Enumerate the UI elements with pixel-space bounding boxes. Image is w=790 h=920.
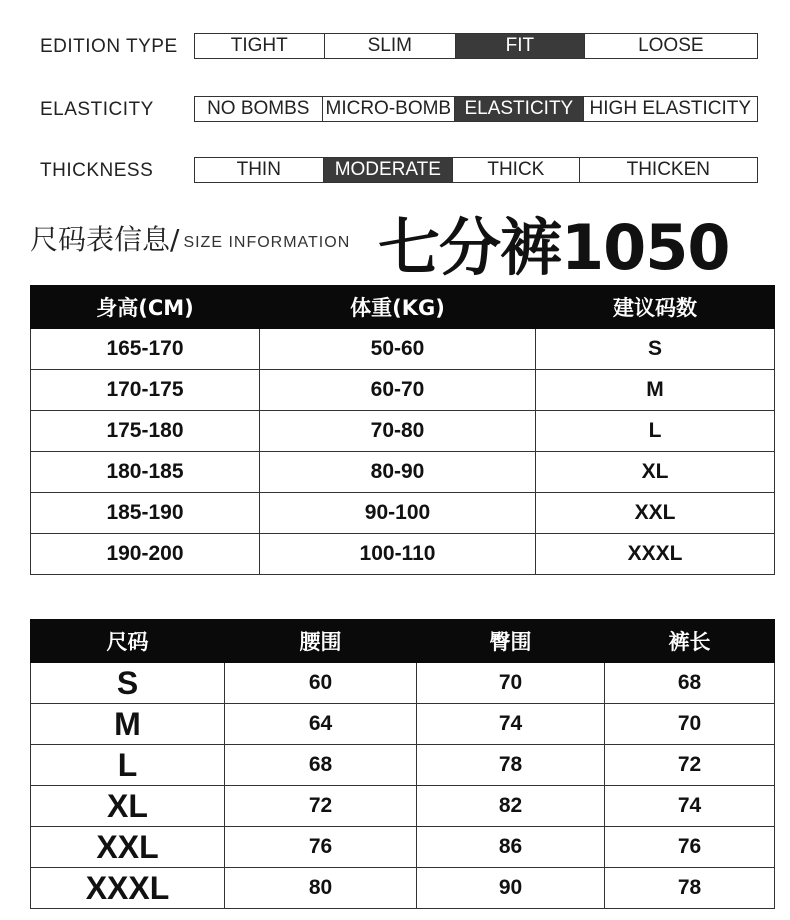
size-info-heading — [30, 214, 350, 258]
hip-cell: 90 — [417, 868, 605, 909]
edition-option-loose: LOOSE — [638, 35, 704, 56]
hip-cell: 70 — [417, 663, 605, 704]
length-cell: 78 — [605, 868, 775, 909]
size-cell: XXXL — [536, 534, 775, 575]
edition-option-fit: FIT — [456, 34, 585, 58]
hip-cell: 74 — [417, 704, 605, 745]
table-row — [31, 329, 775, 370]
length-cell: 74 — [605, 786, 775, 827]
thickness-label: THICKNESS — [40, 160, 154, 181]
size-cell: M — [31, 704, 225, 745]
waist-cell: 80 — [225, 868, 417, 909]
table-row — [31, 411, 775, 452]
thickness-option-thicken: THICKEN — [626, 159, 711, 180]
size-info-title-cn: 尺码表信息/ — [30, 223, 180, 256]
weight-cell: 50-60 — [260, 329, 536, 370]
elasticity-options — [194, 96, 758, 122]
table-row — [31, 370, 775, 411]
size-cell: XXL — [31, 827, 225, 868]
waist-cell: 64 — [225, 704, 417, 745]
size-cell: M — [536, 370, 775, 411]
height-cell: 185-190 — [31, 493, 260, 534]
size-cell: XXL — [536, 493, 775, 534]
waist-cell: 72 — [225, 786, 417, 827]
edition-type-row — [0, 33, 790, 61]
weight-cell: 70-80 — [260, 411, 536, 452]
elasticity-option-no-bombs: NO BOMBS — [195, 97, 323, 121]
height-cell: 165-170 — [31, 329, 260, 370]
size-cell: S — [31, 663, 225, 704]
size-cell: S — [536, 329, 775, 370]
size-cell: L — [536, 411, 775, 452]
waist-cell: 76 — [225, 827, 417, 868]
hip-cell: 82 — [417, 786, 605, 827]
weight-cell: 80-90 — [260, 452, 536, 493]
edition-option-tight: TIGHT — [195, 34, 325, 58]
thickness-option-moderate: MODERATE — [324, 158, 454, 182]
table-row — [31, 786, 775, 827]
height-cell: 170-175 — [31, 370, 260, 411]
product-title: 七分裤1050 — [378, 211, 730, 284]
header-weight: 体重(KG) — [260, 286, 536, 329]
waist-cell: 60 — [225, 663, 417, 704]
hip-cell: 78 — [417, 745, 605, 786]
edition-type-label: EDITION TYPE — [40, 36, 178, 57]
length-cell: 70 — [605, 704, 775, 745]
table-header-row — [31, 286, 775, 329]
elasticity-option-elasticity: ELASTICITY — [455, 97, 584, 121]
header-height: 身高(CM) — [31, 286, 260, 329]
elasticity-label: ELASTICITY — [40, 99, 154, 120]
table-header-row — [31, 620, 775, 663]
size-info-title-en: SIZE INFORMATION — [183, 234, 351, 251]
elasticity-row — [0, 96, 790, 124]
table-row — [31, 493, 775, 534]
weight-cell: 90-100 — [260, 493, 536, 534]
length-cell: 76 — [605, 827, 775, 868]
header-recommended-size: 建议码数 — [536, 286, 775, 329]
table-row — [31, 534, 775, 575]
table-row — [31, 663, 775, 704]
weight-cell: 100-110 — [260, 534, 536, 575]
thickness-option-thin: THIN — [195, 158, 324, 182]
weight-cell: 60-70 — [260, 370, 536, 411]
thickness-row — [0, 157, 790, 185]
table-row — [31, 827, 775, 868]
height-cell: 190-200 — [31, 534, 260, 575]
thickness-options — [194, 157, 758, 183]
header-length: 裤长 — [605, 620, 775, 663]
size-cell: XXXL — [31, 868, 225, 909]
height-cell: 180-185 — [31, 452, 260, 493]
header-size: 尺码 — [31, 620, 225, 663]
size-cell: XL — [536, 452, 775, 493]
table-row — [31, 745, 775, 786]
table-row — [31, 868, 775, 909]
thickness-option-thick: THICK — [453, 158, 580, 182]
edition-option-slim: SLIM — [325, 34, 457, 58]
table-row — [31, 704, 775, 745]
elasticity-option-micro-bomb: MICRO-BOMB — [323, 97, 456, 121]
hip-cell: 86 — [417, 827, 605, 868]
size-recommendation-table — [30, 285, 775, 575]
length-cell: 72 — [605, 745, 775, 786]
waist-cell: 68 — [225, 745, 417, 786]
header-waist: 腰围 — [225, 620, 417, 663]
header-hip: 臀围 — [417, 620, 605, 663]
size-cell: L — [31, 745, 225, 786]
length-cell: 68 — [605, 663, 775, 704]
edition-type-options — [194, 33, 758, 59]
table-row — [31, 452, 775, 493]
size-cell: XL — [31, 786, 225, 827]
height-cell: 175-180 — [31, 411, 260, 452]
size-measurement-table — [30, 619, 775, 909]
elasticity-option-high-elasticity: HIGH ELASTICITY — [589, 98, 752, 119]
